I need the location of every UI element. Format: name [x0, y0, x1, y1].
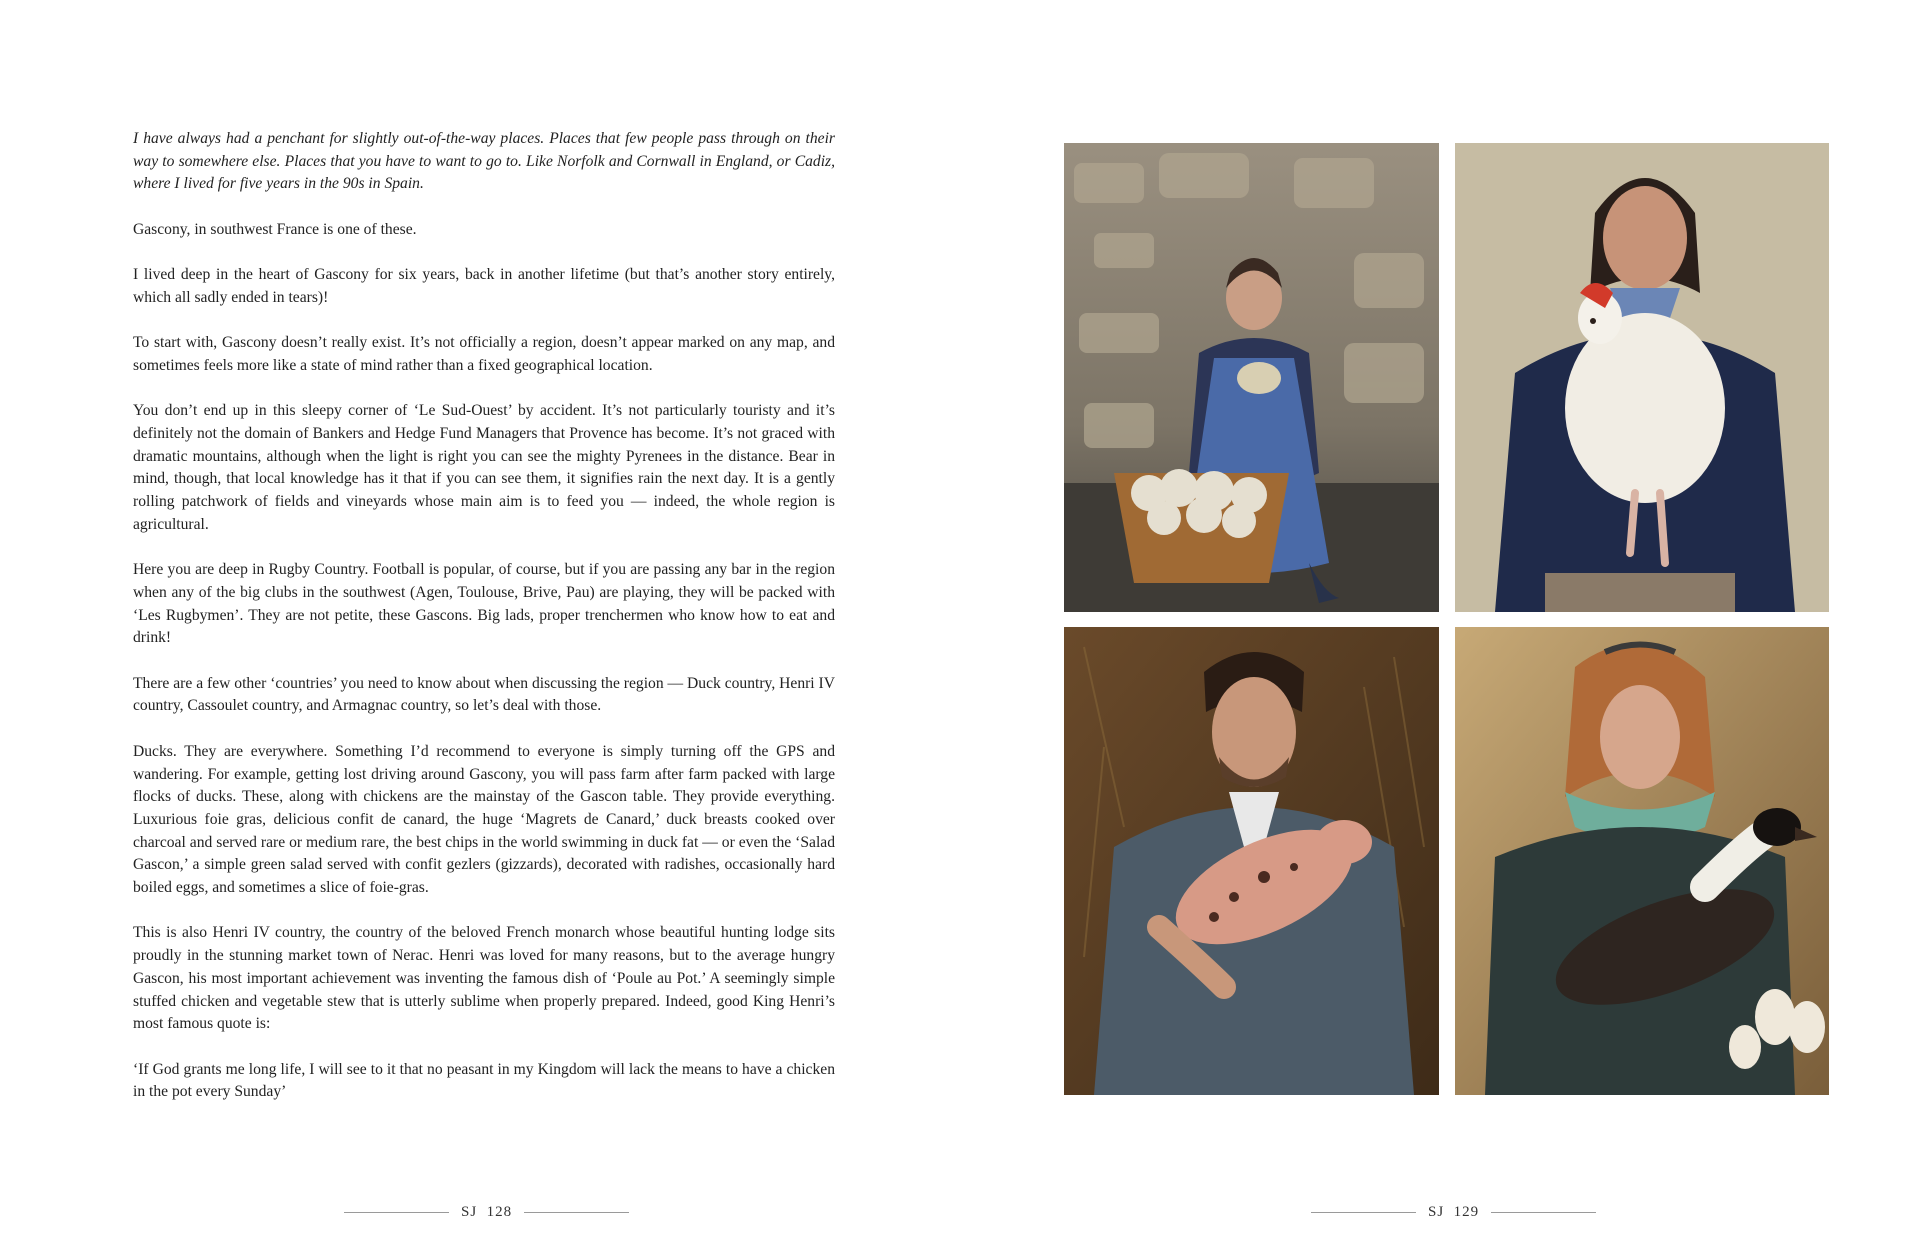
- folio-label: SJ 128: [461, 1203, 513, 1220]
- quote-paragraph: ‘If God grants me long life, I will see to it that no peasant in my Kingdom will lack the means to have a chicken in the pot every Sunday’: [133, 1060, 835, 1101]
- photo-woman-garlic: [1064, 143, 1439, 612]
- photo-woman-duck: [1455, 627, 1829, 1095]
- body-paragraph: I lived deep in the heart of Gascony for six years, back in another lifetime (but that’s another story entirely, which all sadly ended in tears)!: [133, 266, 835, 306]
- body-paragraph: Ducks. They are everywhere. Something I’d recommend to everyone is simply turning off the GPS and wandering. For example, getting lost driving around Gascony, you will pass farm after farm packed with large flocks of ducks. These, along with chickens are the mainstay of the Gascon table. They provide everything. Luxurious foie gras, delicious confit de canard, the huge ‘Magrets de Canard,’ duck breasts cooked over charcoal and served rare or medium rare, the best chips in the world swimming in duck fat — or even the ‘Salad Gascon,’ a simple green salad served with confit gezlers (gizzards), decorated with radishes, occasionally hard boiled eggs, and sometimes a slice of foie-gras.: [133, 742, 835, 897]
- intro-paragraph: I have always had a penchant for slightly out-of-the-way places. Places that few people pass through on their way to somewhere else. Places that you have to want to go to. Like Norfolk and Cornwall in England, or Cadiz, where I lived for five years in the 90s in Spain.: [133, 130, 835, 193]
- body-paragraph: You don’t end up in this sleepy corner of ‘Le Sud-Ouest’ by accident. It’s not particularly touristy and it’s definitely not the domain of Bankers and Hedge Fund Managers that Provence has become. It’s not graced with dramatic mountains, although when the light is right you can see the mighty Pyrenees in the distance. Bear in mind, though, that local knowledge has it that if you can see them, it signifies rain the next day. It is a gently rolling patchwork of fields and vineyards whose main aim is to feed you — indeed, the whole region is agricultural.: [133, 402, 835, 533]
- folio-rule: [524, 1212, 629, 1213]
- folio-rule: [1491, 1212, 1596, 1213]
- body-paragraph: There are a few other ‘countries’ you need to know about when discussing the region — Duck country, Henri IV country, Cassoulet country, and Armagnac country, so let’s deal with those.: [133, 674, 835, 715]
- body-paragraph: To start with, Gascony doesn’t really exist. It’s not officially a region, doesn’t appear marked on any map, and sometimes feels more like a state of mind rather than a fixed geographical location.: [133, 334, 835, 374]
- folio-rule: [1311, 1212, 1416, 1213]
- body-paragraph: This is also Henri IV country, the country of the beloved French monarch whose beautiful hunting lodge sits proudly in the stunning market town of Nerac. Henri was loved for many reasons, but to the average hungry Gascon, his most important achievement was inventing the famous dish of ‘Poule au Pot.’ A seemingly simple stuffed chicken and vegetable stew that is utterly sublime when properly prepared. Indeed, good King Henri’s most famous quote is:: [133, 924, 835, 1033]
- body-paragraph: Here you are deep in Rugby Country. Football is popular, of course, but if you are passing any bar in the region when any of the big clubs in the southwest (Agen, Toulouse, Brive, Pau) are playing, they will be packed with ‘Les Rugbymen’. They are not petite, these Gascons. Big lads, proper trenchermen who know how to eat and drink!: [133, 561, 835, 647]
- folio-rule: [344, 1212, 449, 1213]
- folio-label: SJ 129: [1428, 1203, 1480, 1220]
- folio-left: [344, 1202, 629, 1222]
- photo-woman-rooster: [1455, 143, 1829, 612]
- body-paragraph: Gascony, in southwest France is one of these.: [133, 220, 417, 238]
- photo-man-piglet: [1064, 627, 1439, 1095]
- left-page-text: [133, 128, 835, 1127]
- folio-right: [1311, 1202, 1596, 1222]
